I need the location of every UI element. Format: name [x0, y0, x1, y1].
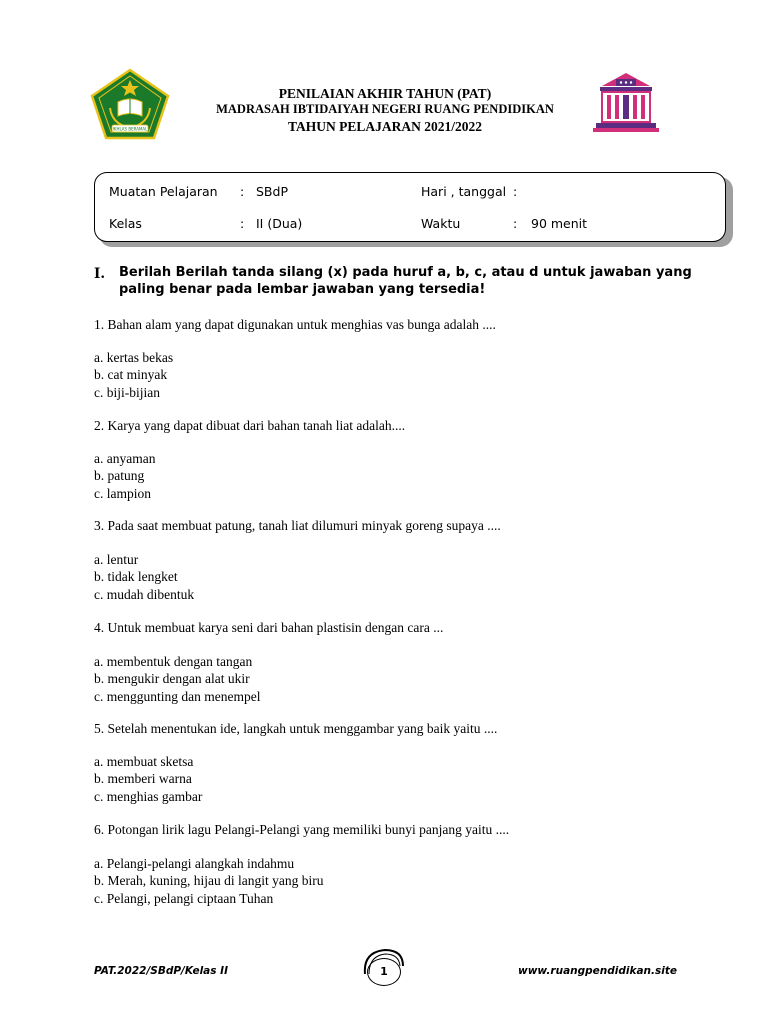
exam-title: PENILAIAN AKHIR TAHUN (PAT) [278, 86, 492, 101]
answer-options [94, 551, 194, 603]
kemenag-logo [90, 68, 170, 140]
answer-option: a. anyaman [94, 451, 156, 466]
answer-option: c. Pelangi, pelangi ciptaan Tuhan [94, 890, 274, 906]
answer-option: b. mengukir dengan alat ukir [94, 671, 250, 687]
answer-options [94, 349, 173, 401]
answer-options [94, 450, 155, 502]
answer-option: c. mudah dibentuk [94, 586, 195, 602]
time-value: 90 menit [531, 216, 588, 231]
day-label: Hari , tanggal [421, 184, 507, 199]
instruction-text: Berilah Berilah tanda silang (x) pada huruf a, b, c, atau d untuk jawaban yang paling benar pada lembar jawaban yang tersedia! [119, 265, 692, 297]
svg-text:IKHLAS BERAMAL: IKHLAS BERAMAL [112, 126, 148, 132]
question-text: 3. Pada saat membuat patung, tanah liat dilumuri minyak goreng supaya .... [94, 518, 501, 533]
subject-value: SBdP [256, 184, 288, 199]
section-number: I. [94, 266, 106, 282]
answer-option: b. memberi warna [94, 771, 192, 787]
answer-option: c. lampion [94, 485, 151, 501]
answer-options [94, 753, 202, 805]
footer-code: PAT.2022/SBdP/Kelas II [94, 965, 228, 977]
school-name: MADRASAH IBTIDAIYAH NEGERI RUANG PENDIDIKAN [216, 102, 554, 116]
answer-options [94, 855, 323, 907]
class-colon: : [240, 216, 245, 231]
academic-year: TAHUN PELAJARAN 2021/2022 [287, 119, 482, 134]
time-colon: : [513, 216, 518, 231]
answer-option: b. cat minyak [94, 367, 168, 383]
question-text: 6. Potongan lirik lagu Pelangi-Pelangi yang memiliki bunyi panjang yaitu .... [94, 822, 510, 837]
answer-option: a. membuat sketsa [94, 754, 194, 769]
answer-option: a. Pelangi-pelangi alangkah indahmu [94, 856, 295, 871]
answer-option: b. tidak lengket [94, 569, 178, 585]
answer-options [94, 653, 260, 705]
footer-website: www.ruangpendidikan.site [518, 965, 678, 977]
class-value: II (Dua) [256, 216, 303, 231]
answer-option: a. membentuk dengan tangan [94, 654, 253, 669]
time-label: Waktu [421, 216, 461, 231]
answer-option: b. Merah, kuning, hijau di langit yang biru [94, 873, 324, 889]
question-text: 4. Untuk membuat karya seni dari bahan plastisin dengan cara ... [94, 620, 444, 635]
answer-option: c. menghias gambar [94, 788, 203, 804]
answer-option: a. lentur [94, 552, 139, 567]
question-text: 5. Setelah menentukan ide, langkah untuk menggambar yang baik yaitu .... [94, 721, 498, 736]
question-text: 2. Karya yang dapat dibuat dari bahan tanah liat adalah.... [94, 418, 406, 433]
school-building-logo [592, 70, 660, 134]
answer-option: c. biji-bijian [94, 384, 160, 400]
answer-option: b. patung [94, 468, 145, 484]
class-label: Kelas [109, 216, 142, 231]
answer-option: a. kertas bekas [94, 350, 174, 365]
answer-option: c. menggunting dan menempel [94, 688, 261, 704]
subject-colon: : [240, 184, 245, 199]
question-text: 1. Bahan alam yang dapat digunakan untuk menghias vas bunga adalah .... [94, 317, 496, 332]
page-number: 1 [367, 958, 401, 986]
info-box [94, 172, 726, 242]
subject-label: Muatan Pelajaran [109, 184, 218, 199]
day-colon: : [513, 184, 518, 199]
